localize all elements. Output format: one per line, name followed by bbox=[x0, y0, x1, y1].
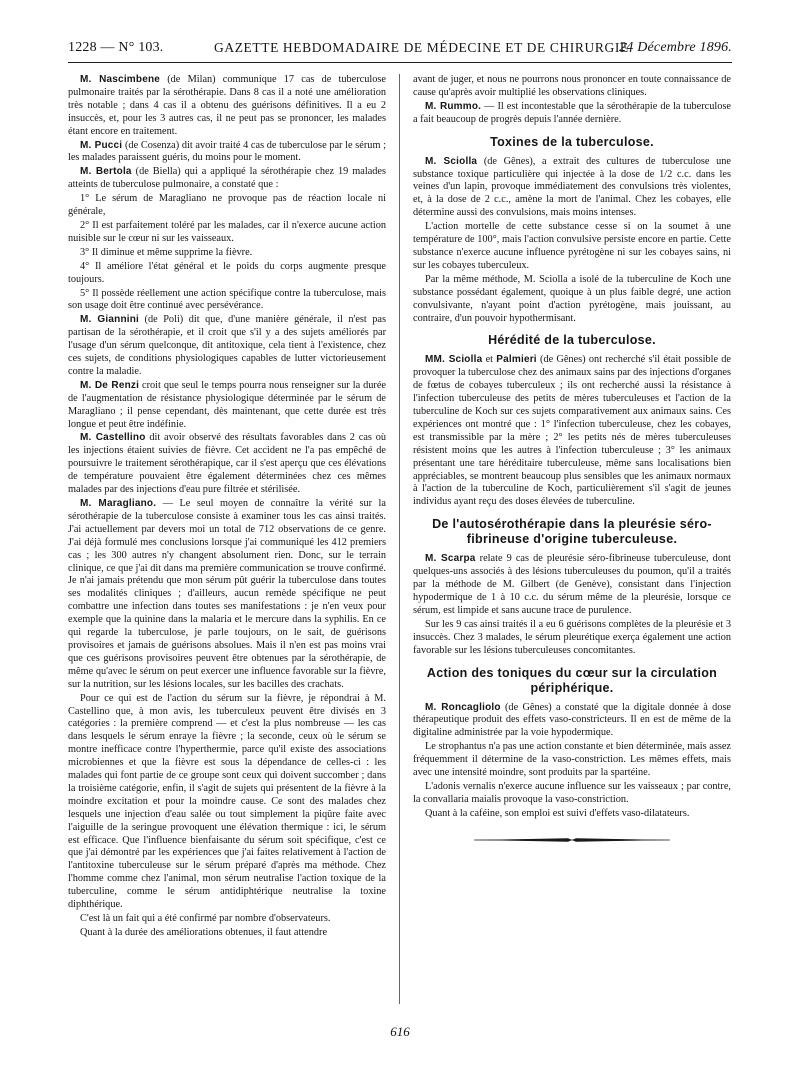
paragraph-pucci bbox=[68, 140, 386, 166]
speaker-name: M. Pucci bbox=[80, 139, 123, 151]
issue-number: 1228 — N° 103. bbox=[68, 40, 164, 55]
paragraph-cafeine: Quant à la caféine, son emploi est suivi d'effets vaso-dilatateurs. bbox=[425, 807, 690, 819]
speaker-name: M. Maragliano. bbox=[80, 498, 157, 509]
paragraph-sciolla bbox=[413, 156, 731, 221]
paragraph-duration: Quant à la durée des améliorations obtenues, il faut attendre bbox=[80, 926, 328, 938]
left-column bbox=[68, 74, 386, 1009]
speaker-name: M. De Renzi bbox=[80, 379, 140, 391]
section-heading-autoserotherapie: De l'autosérothérapie dans la pleurésie séro-fibrineuse d'origine tuberculeuse. bbox=[432, 517, 712, 547]
paragraph-continuation: avant de juger, et nous ne pourrons nous prononcer en toute connaissance de cause qu'après avoir multiplié les observations cliniques. bbox=[413, 74, 731, 98]
paragraph-roncagliolo bbox=[413, 702, 731, 741]
speaker-name: M. Nascimbene bbox=[80, 74, 161, 85]
speaker-name: Palmieri bbox=[496, 354, 537, 366]
paragraph-adonis: L'adonis vernalis n'exerce aucune influence sur les vaisseaux ; par contre, la convallaria maialis provoque la vaso-constriction. bbox=[413, 780, 731, 805]
list-item: 3° Il diminue et même supprime la fièvre. bbox=[80, 246, 253, 258]
paragraph-text: (de Poli) dit que, d'une manière générale, il n'est pas partisan de la sérothérapie, et il croit que s'il y a des sujets améliorés par l'usage d'un sérum quelconque, dit antitoxique, cela tient à l'existence, chez ces sujets, de conditions physiologiques capables de lutter victorieusement contre la maladie. bbox=[68, 314, 386, 377]
section-heading-heredite: Hérédité de la tuberculose. bbox=[488, 333, 656, 348]
paragraph-scarpa-results: Sur les 9 cas ainsi traités il a eu 6 guérisons complètes de la pleurésie et 3 insuccès. Chez 3 malades, le sérum pleurétique exerça également une action favorable sur les lésions tuberculeuses concomitantes. bbox=[413, 618, 731, 656]
paragraph-confirmed: C'est là un fait qui a été confirmé par nombre d'observateurs. bbox=[80, 913, 331, 924]
paragraph-rummo bbox=[413, 101, 731, 127]
paragraph-text: croit que seul le temps pourra nous renseigner sur la durée de l'augmentation de résistance physiologique déterminée par le sérum de Maragliano ; il pense cependant, dès maintenant, que cette durée est très longue et peut être indéfinie. bbox=[68, 379, 386, 430]
speaker-name: M. Giannini bbox=[80, 314, 140, 326]
speaker-name: M. Bertola bbox=[80, 166, 132, 178]
paragraph-castellino bbox=[68, 432, 386, 497]
paragraph-text: (de Gênes) ont recherché s'il était possible de provoquer la tuberculose chez des animaux sains par des injections d'organes de fœtus de cobayes tuberculeux ; ils ont recherché aussi la résistance à l'infection tuberculeuse des petits de mères tuberculeuses et l'action de la tuberculine de Koch sur ces sujets comparativement aux animaux sains. Ces expériences ont montré que : 1° l'infection tuberculeuse, chez les cobayes, est transmissible par la mère ; 2° les petits nés de mères tuberculeuses résistent moins que les autres à l'infection tuberculeuse ; 3° les animaux présentant une tare héréditaire tuberculeuse, même sans localisations bien appréciables, se montrent beaucoup plus sensibles que les animaux normaux à l'action de la tuberculine de Koch, particulièrement s'il s'agit de jeunes individus ayant reçu des doses élevées de tuberculine. bbox=[413, 354, 731, 508]
paragraph-scarpa bbox=[413, 553, 731, 618]
section-heading-toniques: Action des toniques du cœur sur la circulation périphérique. bbox=[426, 665, 718, 695]
journal-title: GAZETTE HEBDOMADAIRE DE MÉDECINE ET DE CHIRURGIE. bbox=[214, 40, 633, 55]
right-column bbox=[413, 74, 731, 1009]
paragraph-strophantus: Le strophantus n'a pas une action constante et bien déterminée, mais assez fréquemment il détermine de la vaso-constriction. Les mêmes effets, mais avec une intensité moindre, sont produits par la spartéine. bbox=[413, 741, 731, 779]
paragraph-fever: Pour ce qui est de l'action du sérum sur la fièvre, je répondrai à M. Castellino que, à mon avis, les tuberculeux peuvent être divisés en 3 catégories : la première comprend — et c'est la plus nombreuse — les cas dans lesquels le sérum enraye la fièvre ; la seconde, ceux où le sérum se montre inefficace contre l'hyperthermie, parce qu'il existe des associations microbiennes et que la fièvre est sous la dépendance de celles-ci : les malades qui font partie de ce groupe sont ceux qui doivent succomber ; dans la troisième catégorie, enfin, il s'agit de sujets qui présentent de la fièvre à la moindre excitation et pour la moindre cause. Ce sont des malades chez lesquels une injection d'eau salée ou tout simplement la piqûre faite avec l'aiguille de la seringue provoquent une élévation thermique : ici, le sérum est efficace. Que l'influence bienfaisante du sérum soit spécifique, c'est ce que j'ai démontré par les expériences que j'ai faites relativement à l'action de l'antitoxine tuberculeuse sur le sérum préparé d'après ma méthode. Chez l'homme comme chez l'animal, mon sérum neutralise l'action toxique de la tuberculine, comme le sérum antidiphtérique neutralise la toxine diphthérique. bbox=[68, 692, 386, 911]
page-number: 616 bbox=[390, 1024, 410, 1039]
speaker-name: M. Sciolla bbox=[425, 155, 478, 167]
speaker-name: MM. Sciolla bbox=[425, 354, 483, 366]
paragraph-text: dit avoir observé des résultats favorables dans 2 cas où les injections étaient suivies de fièvre. Cet accident ne l'a pas empêché de poursuivre le traitement sérothérapique, car il s'est aperçu que ces élévations de température pouvaient être également déterminées chez ces mêmes malades par des injections d'eau pure filtrée et stérilisée. bbox=[68, 432, 386, 496]
paragraph-giannini bbox=[68, 314, 386, 379]
paragraph-text: — Le seul moyen de connaître la vérité sur la sérothérapie de la tuberculose consiste à examiner tous les cas ainsi traités. J'ai actuellement par devers moi un total de 712 observations de ce genre. J'ai déjà formulé mes conclusions lorsque j'ai communiqué les 412 premiers cas ; les 300 autres n'y changent absolument rien. Donc, sur le terrain clinique, ce que j'ai dit dans ma première communication se trouve confirmé. Je n'ai jamais prétendu que mon sérum pût guérir la tuberculose dans toutes ses modalités cliniques ; d'ailleurs, aucun remède spécifique ne peut combattre une infection dans toutes ses manifestations : je n'en veux pour exemple que la quinine dans la malaria et le mercure dans la syphilis. En ce qui regarde la tuberculose, je parle toujours, on le sait, de guérisons provisoires et jamais de guérisons absolues. Mais il n'en est pas moins vrai que ces guérisons provisoires peuvent être obtenues par la sérothérapie, de même qu'avec le sérum on peut exercer une influence favorable sur la fièvre, sur la nutrition, sur les lésions locales, sur les bacilles des crachats. bbox=[68, 498, 386, 690]
paragraph-text: (de Gênes), a extrait des cultures de tuberculose une substance toxique particulière qui injectée à la dose de 1/2 c.c. dans les veines d'un lapin, provoque immédiatement des convulsions très violentes, et, à la dose de 2 c.c., amène la mort de l'animal. Chez les cobayes, elle détermine aussi des convulsions, mais moins intenses. bbox=[413, 155, 731, 219]
paragraph-nascimbene bbox=[68, 74, 386, 139]
speaker-name: M. Roncagliolo bbox=[425, 701, 501, 713]
paragraph-de-renzi bbox=[68, 380, 386, 432]
paragraph-text: et bbox=[482, 354, 497, 366]
paragraph-text: (de Milan) communique 17 cas de tuberculose pulmonaire traités par la sérothérapie. Dans 8 cas il a noté une amélioration très notable ; dans 4 cas il a obtenu des guérisons définitives. Il a eu 2 insuccès, et, pour les 3 autres cas, il ne peut pas se prononcer, les malades étant encore en traitement. bbox=[68, 74, 386, 137]
header-rule bbox=[68, 62, 732, 63]
paragraph-text: (de Cosenza) dit avoir traité 4 cas de tuberculose par le sérum ; les malades paraissent guéris, du moins pour le moment. bbox=[68, 139, 386, 164]
list-item: 2° Il est parfaitement toléré par les malades, car il n'exerce aucune action nuisible sur le cœur ni sur les vaisseaux. bbox=[68, 219, 386, 244]
section-heading-toxines: Toxines de la tuberculose. bbox=[490, 134, 654, 149]
speaker-name: M. Rummo. bbox=[425, 100, 482, 112]
paragraph-koch: Par la même méthode, M. Sciolla a isolé de la tuberculine de Koch une substance possédant également, quoique à un plus faible degré, une action convulsivante, n'ayant point d'action pyrétogène, mais jouissant, au contraire, d'un pouvoir hypothermisant. bbox=[413, 273, 731, 324]
paragraph-mortelle: L'action mortelle de cette substance cesse si on la soumet à une température de 100°, mais l'action convulsive persiste encore en partie. Cette substance n'exerce aucune influence pyrétogène ni sur les cobayes sains, ni sur les cobayes tuberculeux. bbox=[413, 221, 731, 271]
issue-date: 24 Décembre 1896. bbox=[619, 40, 732, 55]
paragraph-text: (de Biella) qui a appliqué la sérothérapie chez 19 malades atteints de tuberculose pulmonaire, a constaté que : bbox=[68, 166, 386, 191]
paragraph-text: relate 9 cas de pleurésie séro-fibrineuse tuberculeuse, dont quelques-uns associés à des lésions tuberculeuses du poumon, qu'il a traités par la méthode de M. Gilbert (de Genève), consistant dans l'injection hypodermique de 1 à 10 c.c. du sérum même de la pleurésie, lorsque ce sérum, est limpide et sans aucune trace de purulence. bbox=[413, 553, 731, 616]
paragraph-text: (de Gênes) a constaté que la digitale donnée à dose thérapeutique produit des effets vaso-constricteurs. Il en est de même de la digitaline administrée par la voie hypodermique. bbox=[413, 701, 731, 739]
ornamental-rule bbox=[472, 835, 672, 845]
list-item: 4° Il améliore l'état général et le poids du corps augmente presque toujours. bbox=[68, 260, 386, 285]
speaker-name: M. Castellino bbox=[80, 432, 146, 444]
paragraph-text: — Il est incontestable que la sérothérapie de la tuberculose a fait beaucoup de progrès depuis l'année dernière. bbox=[413, 100, 731, 125]
list-item: 5° Il possède réellement une action spécifique contre la tuberculose, mais son usage doit être continué avec persévérance. bbox=[68, 287, 386, 312]
paragraph-sciolla-palmieri bbox=[413, 354, 731, 509]
list-item: 1° Le sérum de Maragliano ne provoque pas de réaction locale ni générale, bbox=[68, 193, 386, 218]
page-header bbox=[68, 38, 732, 60]
paragraph-bertola bbox=[68, 166, 386, 192]
speaker-name: M. Scarpa bbox=[425, 553, 476, 565]
column-divider bbox=[399, 74, 400, 1004]
paragraph-maragliano bbox=[68, 498, 386, 692]
